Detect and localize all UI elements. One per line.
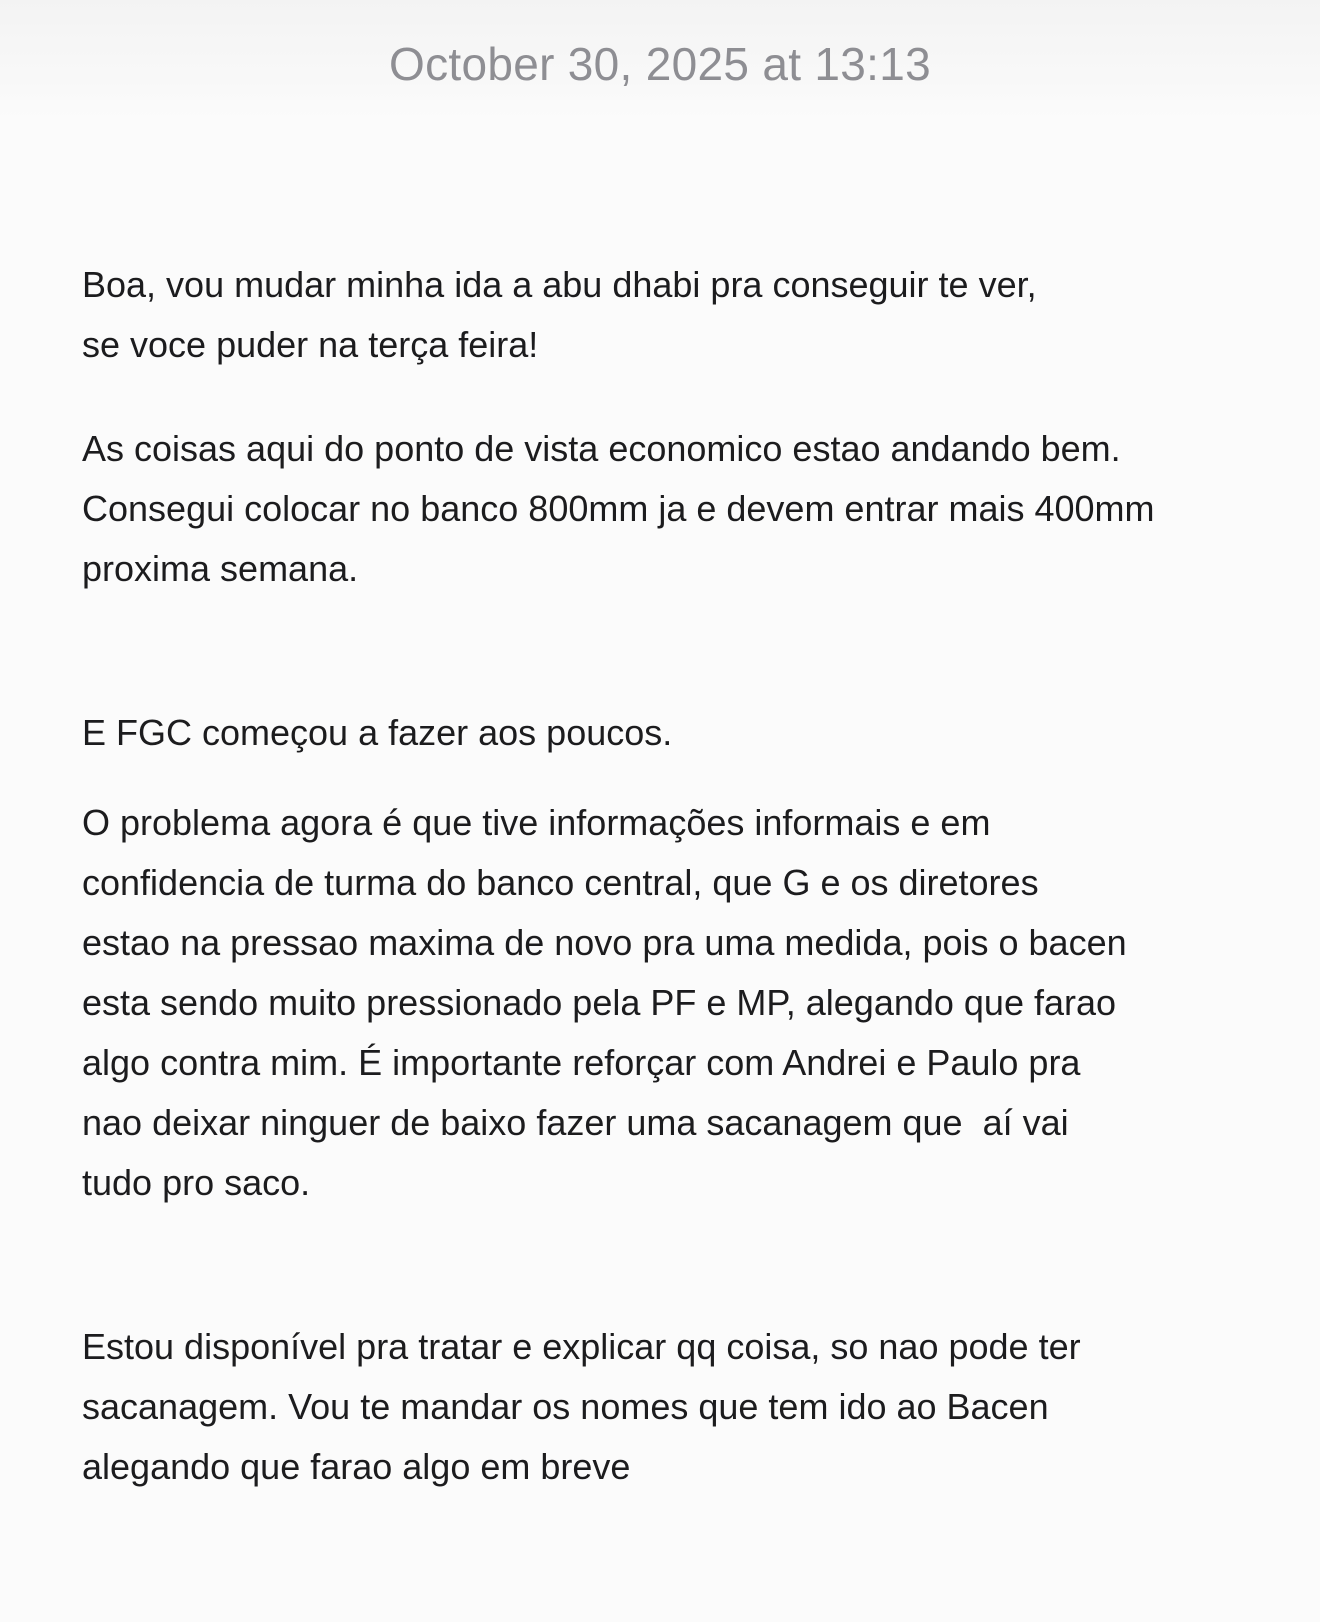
message-paragraph: Estou disponível pra tratar e explicar qq coisa, so nao pode ter sacanagem. Vou te mandar os nomes que tem ido ao Bacen alegando que farao algo em breve [82,1326,1081,1487]
message-body [82,255,1282,1497]
message-paragraph: E FGC começou a fazer aos poucos. [82,712,673,753]
message-paragraph: As coisas aqui do ponto de vista economico estao andando bem. Consegui colocar no banco 800mm ja e devem entrar mais 400mm proxima semana. [82,428,1155,589]
message-timestamp: October 30, 2025 at 13:13 [388,38,931,90]
message-paragraph: Boa, vou mudar minha ida a abu dhabi pra conseguir te ver, se voce puder na terça feira! [82,264,1037,365]
message-paragraph: O problema agora é que tive informações informais e em confidencia de turma do banco central, que G e os diretores estao na pressao maxima de novo pra uma medida, pois o bacen esta sendo muito pressionado pela PF e MP, alegando que farao algo contra mim. É importante reforçar com Andrei e Paulo pra nao deixar ninguer de baixo fazer uma sacanagem que aí vai tudo pro saco. [82,802,1127,1203]
